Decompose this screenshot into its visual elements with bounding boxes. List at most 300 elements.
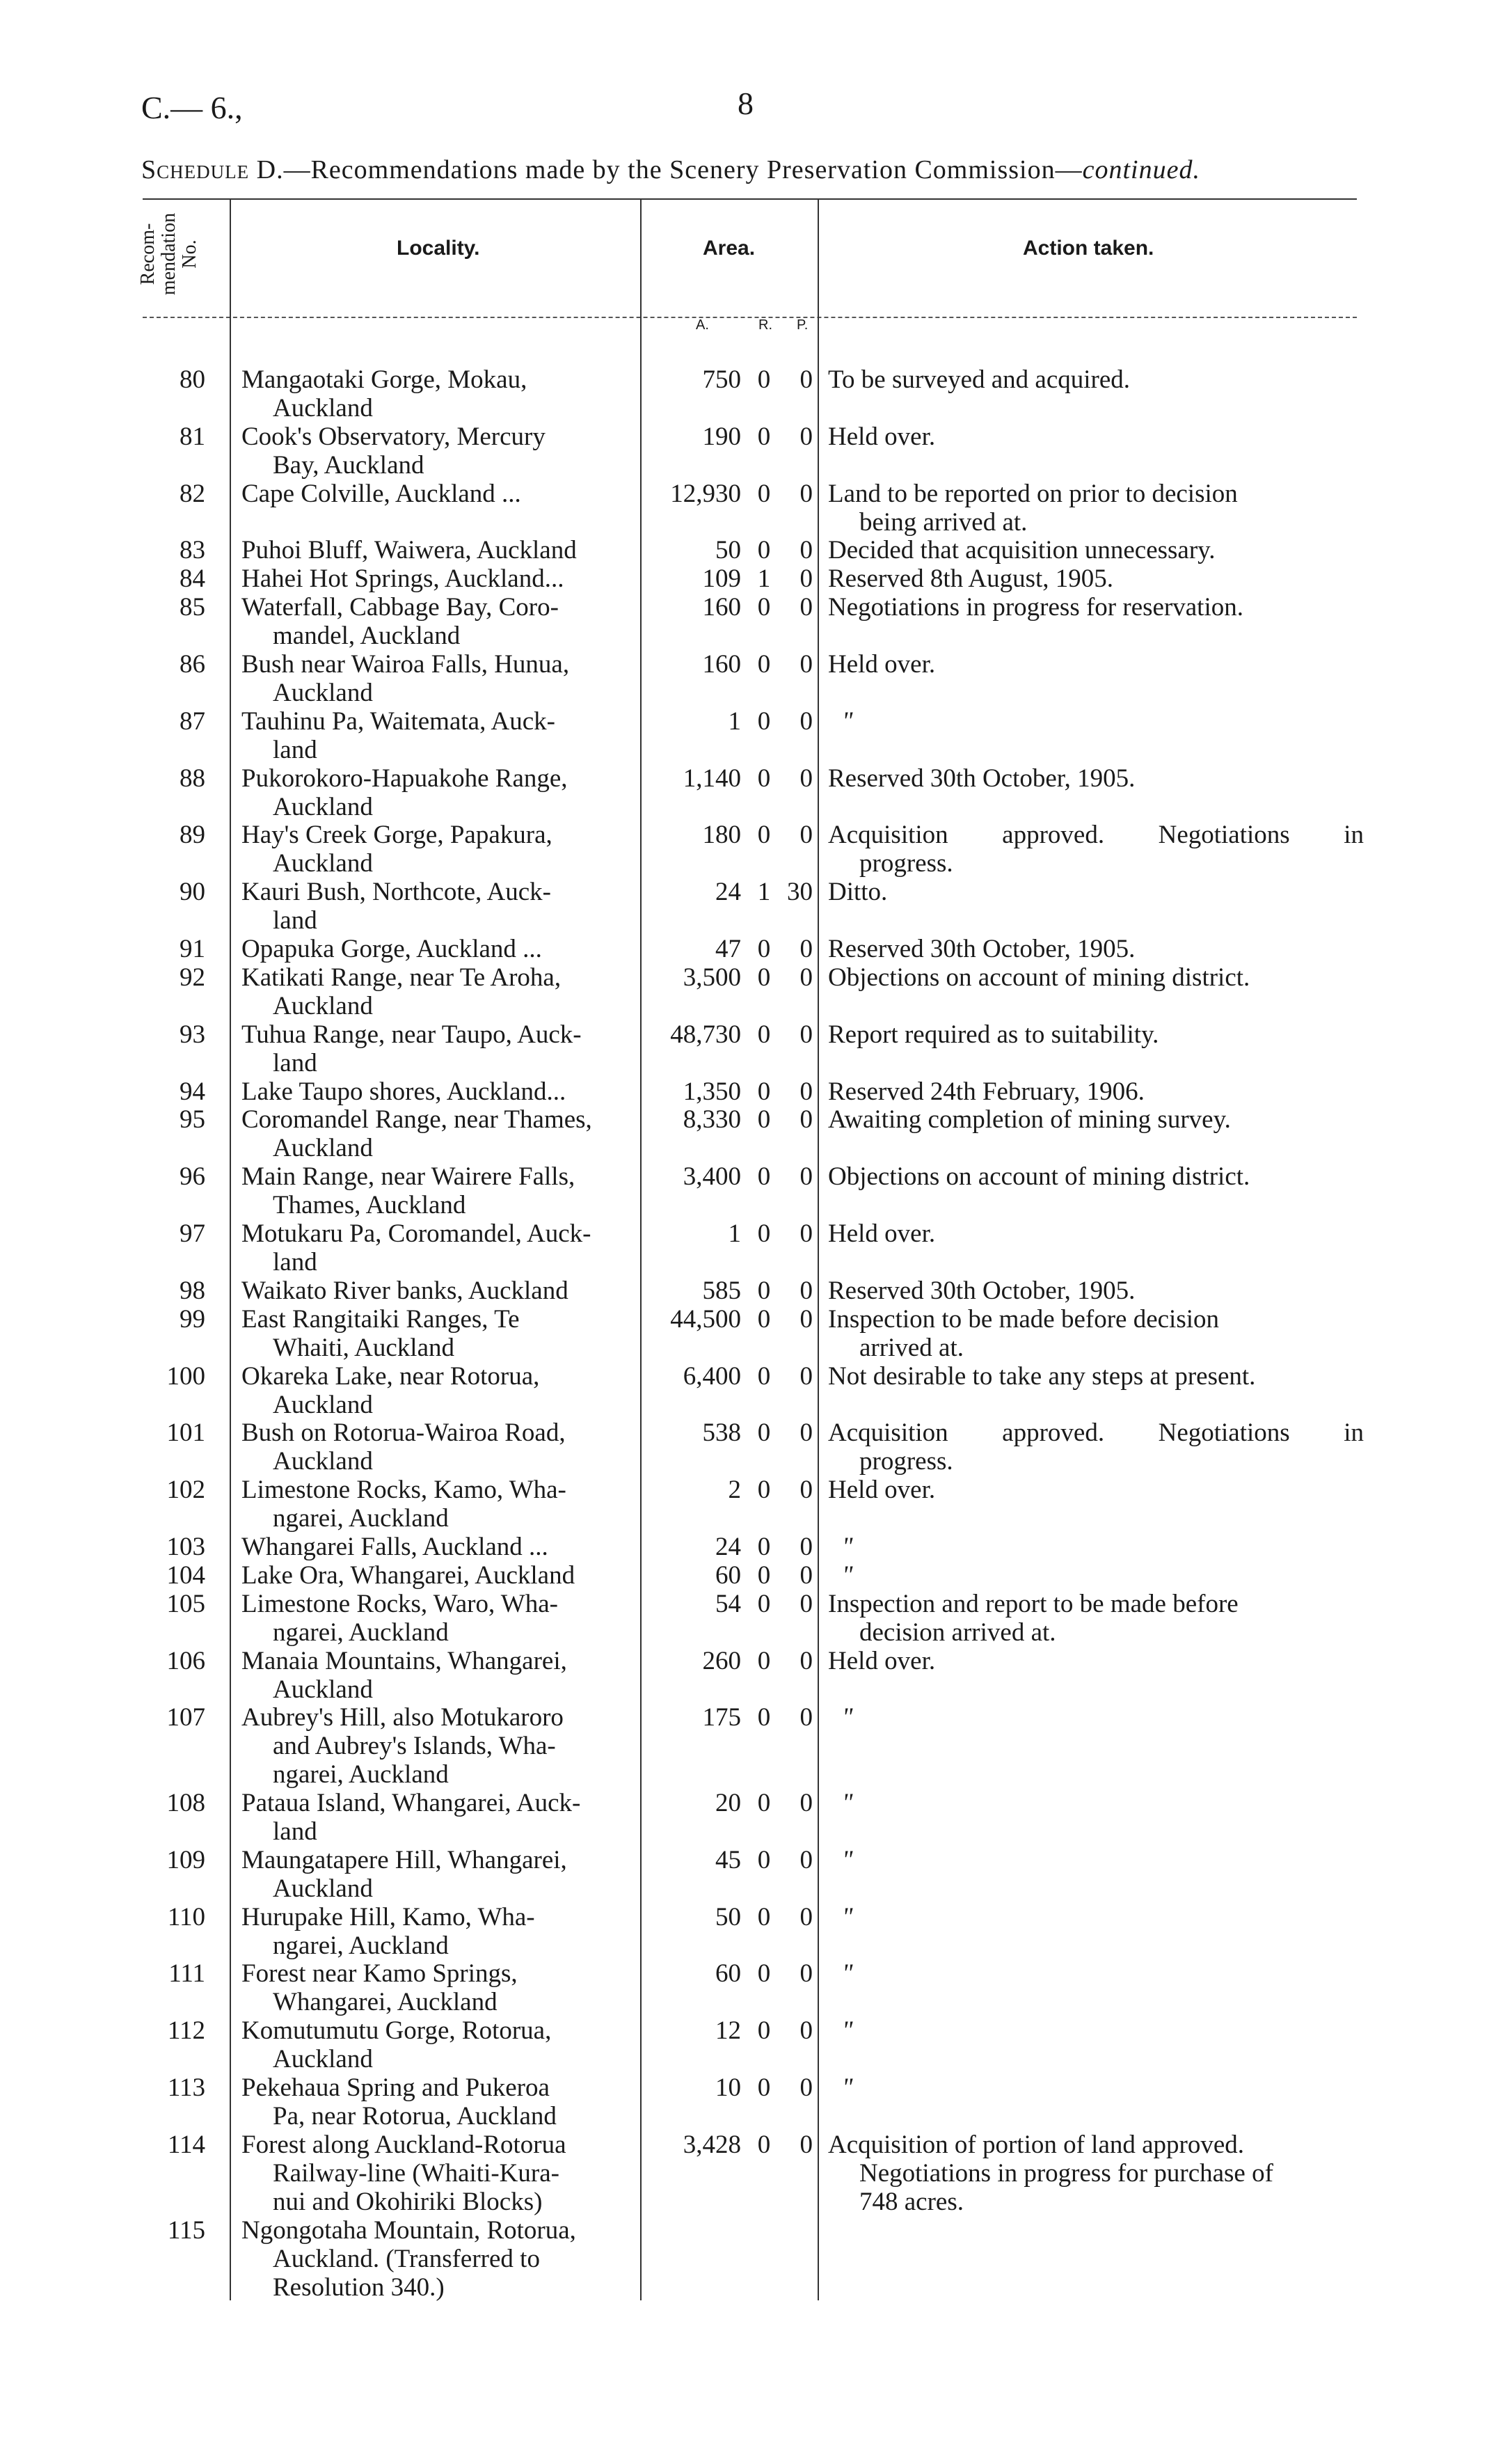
area-perches: 0 xyxy=(799,1589,813,1618)
locality-cell xyxy=(241,422,638,480)
locality-cell xyxy=(241,1219,638,1277)
action-header: Action taken. xyxy=(1023,237,1154,260)
schedule-title xyxy=(141,155,1200,185)
locality-line: Cape Colville, Auckland ... xyxy=(241,479,521,508)
action-line: Held over. xyxy=(828,650,936,679)
recommendation-number: 83 xyxy=(180,536,205,565)
area-acres: 50 xyxy=(715,1902,741,1931)
locality-line: land xyxy=(273,1048,317,1077)
locality-line: Auckland xyxy=(273,2045,373,2074)
action-line: Decided that acquisition unnecessary. xyxy=(828,536,1216,565)
locality-line: Auckland xyxy=(273,849,373,878)
locality-line: Waikato River banks, Auckland xyxy=(241,1276,568,1305)
action-line: arrived at. xyxy=(859,1333,964,1362)
locality-line: Whangarei Falls, Auckland ... xyxy=(241,1532,548,1561)
locality-line: Resolution 340.) xyxy=(273,2273,445,2302)
area-perches: 0 xyxy=(799,536,813,565)
area-perches: 0 xyxy=(799,1646,813,1675)
locality-line: Motukaru Pa, Coromandel, Auck- xyxy=(241,1219,591,1248)
action-line: " xyxy=(842,1532,853,1561)
locality-line: Puhoi Bluff, Waiwera, Auckland xyxy=(241,536,577,565)
locality-line: land xyxy=(273,1817,317,1846)
recommendation-number: 88 xyxy=(180,764,205,793)
action-cell xyxy=(828,1789,1364,1817)
recommendation-number: 92 xyxy=(180,963,205,992)
locality-line: Pataua Island, Whangarei, Auck- xyxy=(241,1789,581,1817)
area-roods: 0 xyxy=(757,821,771,850)
action-line: 748 acres. xyxy=(859,2187,964,2216)
area-acres: 20 xyxy=(715,1789,741,1817)
locality-line: Auckland xyxy=(273,1447,373,1476)
unit-acres: A. xyxy=(696,317,709,333)
unit-roods: R. xyxy=(758,317,772,333)
recommendation-number: 107 xyxy=(166,1703,205,1732)
action-line: Objections on account of mining district. xyxy=(828,963,1250,992)
area-acres: 24 xyxy=(715,1532,741,1561)
action-cell xyxy=(828,1077,1364,1106)
area-roods: 0 xyxy=(757,1532,771,1561)
area-roods: 0 xyxy=(757,593,771,622)
action-cell xyxy=(828,764,1364,793)
column-divider-locality xyxy=(230,198,231,2300)
area-perches: 0 xyxy=(799,1902,813,1931)
locality-line: Aubrey's Hill, also Motukaroro xyxy=(241,1703,564,1732)
recommendation-number: 96 xyxy=(180,1162,205,1192)
action-cell xyxy=(828,1162,1364,1191)
locality-line: land xyxy=(273,906,317,935)
locality-cell xyxy=(241,2016,638,2073)
area-acres: 50 xyxy=(715,536,741,565)
area-perches: 0 xyxy=(799,1361,813,1391)
action-line: " xyxy=(842,1560,853,1590)
recommendation-number: 105 xyxy=(166,1589,205,1618)
area-perches: 0 xyxy=(799,2073,813,2102)
area-perches: 0 xyxy=(799,1077,813,1106)
locality-line: Whangarei, Auckland xyxy=(273,1988,498,2017)
locality-cell xyxy=(241,1590,638,1647)
page-header-code: C.— 6., xyxy=(141,90,243,125)
recommendation-number: 93 xyxy=(180,1020,205,1049)
recommendation-number: 95 xyxy=(180,1105,205,1135)
action-cell xyxy=(828,1903,1364,1931)
locality-line: Forest near Kamo Springs, xyxy=(241,1959,518,1989)
area-perches: 0 xyxy=(799,365,813,394)
area-acres: 260 xyxy=(702,1646,741,1675)
area-perches: 0 xyxy=(799,479,813,508)
area-perches: 0 xyxy=(799,422,813,451)
area-acres: 160 xyxy=(702,593,741,622)
area-roods: 0 xyxy=(757,764,771,793)
action-line: Reserved 24th February, 1906. xyxy=(828,1077,1145,1106)
action-line: Ditto. xyxy=(828,878,888,907)
locality-cell xyxy=(241,1476,638,1533)
area-acres: 180 xyxy=(702,821,741,850)
action-line: Acquisition of portion of land approved. xyxy=(828,2130,1245,2159)
action-line: decision arrived at. xyxy=(859,1618,1056,1647)
locality-cell xyxy=(241,878,638,935)
locality-line: land xyxy=(273,1248,317,1277)
locality-cell xyxy=(241,1903,638,1960)
area-roods: 1 xyxy=(757,878,771,907)
locality-line: Whaiti, Auckland xyxy=(273,1333,454,1362)
locality-line: mandel, Auckland xyxy=(273,622,461,651)
locality-line: Forest along Auckland-Rotorua xyxy=(241,2130,566,2159)
locality-cell xyxy=(241,1789,638,1846)
action-line: Held over. xyxy=(828,1476,936,1505)
area-acres: 6,400 xyxy=(683,1361,741,1391)
locality-cell xyxy=(241,1020,638,1077)
recommendation-number: 108 xyxy=(166,1789,205,1817)
recommendation-number: 82 xyxy=(180,479,205,508)
title-continued: continued. xyxy=(1082,155,1200,184)
action-line: Negotiations in progress for purchase of xyxy=(859,2158,1273,2188)
locality-line: Pukorokoro-Hapuakohe Range, xyxy=(241,764,568,793)
locality-cell xyxy=(241,963,638,1020)
action-line: " xyxy=(842,2016,853,2046)
action-line: Inspection and report to be made before xyxy=(828,1589,1239,1618)
recommendation-number: 110 xyxy=(167,1902,205,1931)
locality-line: Hurupake Hill, Kamo, Wha- xyxy=(241,1902,535,1931)
area-acres: 47 xyxy=(715,935,741,963)
action-line: being arrived at. xyxy=(859,507,1028,537)
locality-cell xyxy=(241,536,638,564)
title-main: D.—Recommendations made by the Scenery Preservation Commission— xyxy=(256,155,1083,184)
action-line: " xyxy=(842,1789,853,1817)
area-perches: 0 xyxy=(799,935,813,963)
action-cell xyxy=(828,1105,1364,1134)
area-acres: 1 xyxy=(728,706,741,736)
locality-line: Main Range, near Wairere Falls, xyxy=(241,1162,575,1192)
locality-line: Limestone Rocks, Waro, Wha- xyxy=(241,1589,558,1618)
locality-line: Bay, Auckland xyxy=(273,450,424,480)
area-roods: 0 xyxy=(757,1077,771,1106)
action-cell xyxy=(828,1277,1364,1305)
action-line: To be surveyed and acquired. xyxy=(828,365,1131,394)
locality-line: Lake Ora, Whangarei, Auckland xyxy=(241,1560,575,1590)
action-cell xyxy=(828,963,1364,992)
locality-cell xyxy=(241,1077,638,1106)
column-divider-area xyxy=(640,198,642,2300)
area-acres: 12,930 xyxy=(670,479,741,508)
locality-cell xyxy=(241,1703,638,1789)
action-line: Acquisition approved. Negotiations in xyxy=(828,1418,1364,1448)
recommendation-number: 90 xyxy=(180,878,205,907)
action-cell xyxy=(828,1219,1364,1248)
area-acres: 175 xyxy=(702,1703,741,1732)
action-cell xyxy=(828,1846,1364,1874)
locality-line: Railway-line (Whaiti-Kura- xyxy=(273,2158,559,2188)
area-perches: 0 xyxy=(799,706,813,736)
area-roods: 0 xyxy=(757,1476,771,1505)
locality-cell xyxy=(241,1533,638,1561)
area-acres: 538 xyxy=(702,1418,741,1448)
top-rule xyxy=(143,198,1357,200)
area-perches: 0 xyxy=(799,821,813,850)
locality-line: and Aubrey's Islands, Wha- xyxy=(273,1732,556,1761)
area-acres: 60 xyxy=(715,1560,741,1590)
area-acres: 45 xyxy=(715,1845,741,1874)
recommendation-number: 84 xyxy=(180,564,205,594)
action-line: Reserved 30th October, 1905. xyxy=(828,935,1136,963)
locality-line: nui and Okohiriki Blocks) xyxy=(273,2187,543,2216)
action-line: Acquisition approved. Negotiations in xyxy=(828,821,1364,850)
locality-line: Auckland xyxy=(273,1134,373,1163)
recommendation-number: 114 xyxy=(167,2130,205,2159)
locality-line: Cook's Observatory, Mercury xyxy=(241,422,546,451)
locality-line: East Rangitaiki Ranges, Te xyxy=(241,1304,520,1334)
area-perches: 0 xyxy=(799,1560,813,1590)
action-cell xyxy=(828,1305,1364,1362)
title-prefix: Schedule xyxy=(141,155,250,184)
locality-line: Auckland xyxy=(273,1874,373,1903)
locality-line: Opapuka Gorge, Auckland ... xyxy=(241,935,542,963)
action-line: progress. xyxy=(859,849,953,878)
action-line: " xyxy=(842,1703,853,1732)
action-cell xyxy=(828,2131,1364,2216)
area-roods: 0 xyxy=(757,1418,771,1448)
recommendation-number: 81 xyxy=(180,422,205,451)
area-acres: 750 xyxy=(702,365,741,394)
recommendation-number: 97 xyxy=(180,1219,205,1248)
area-roods: 0 xyxy=(757,1304,771,1334)
area-acres: 60 xyxy=(715,1959,741,1989)
action-cell xyxy=(828,1590,1364,1647)
area-roods: 0 xyxy=(757,706,771,736)
recommendation-number: 115 xyxy=(167,2215,205,2245)
column-divider-action xyxy=(818,198,819,2300)
locality-line: Auckland xyxy=(273,1390,373,1419)
action-line: Held over. xyxy=(828,1646,936,1675)
area-perches: 0 xyxy=(799,564,813,594)
area-acres: 2 xyxy=(728,1476,741,1505)
locality-line: Auckland xyxy=(273,792,373,821)
locality-cell xyxy=(241,564,638,593)
locality-line: ngarei, Auckland xyxy=(273,1504,449,1533)
recommendation-number: 85 xyxy=(180,593,205,622)
page-number: 8 xyxy=(738,86,754,121)
area-perches: 0 xyxy=(799,2130,813,2159)
locality-line: Pekehaua Spring and Pukeroa xyxy=(241,2073,550,2102)
action-cell xyxy=(828,2016,1364,2045)
locality-cell xyxy=(241,935,638,963)
area-perches: 0 xyxy=(799,1532,813,1561)
action-line: Land to be reported on prior to decision xyxy=(828,479,1238,508)
action-line: progress. xyxy=(859,1447,953,1476)
unit-perches: P. xyxy=(797,317,809,333)
action-cell xyxy=(828,878,1364,906)
area-acres: 54 xyxy=(715,1589,741,1618)
locality-header: Locality. xyxy=(397,237,480,260)
action-line: Reserved 30th October, 1905. xyxy=(828,1276,1136,1305)
recommendation-number: 80 xyxy=(180,365,205,394)
action-cell xyxy=(828,365,1364,394)
header-rule xyxy=(143,317,1357,318)
area-acres: 3,500 xyxy=(683,963,741,992)
action-cell xyxy=(828,707,1364,736)
locality-cell xyxy=(241,2131,638,2216)
recommendation-number: 91 xyxy=(180,935,205,963)
locality-line: Pa, near Rotorua, Auckland xyxy=(273,2102,557,2131)
area-acres: 12 xyxy=(715,2016,741,2046)
area-acres: 3,428 xyxy=(683,2130,741,2159)
area-roods: 1 xyxy=(757,564,771,594)
action-line: Held over. xyxy=(828,1219,936,1248)
locality-line: Kauri Bush, Northcote, Auck- xyxy=(241,878,551,907)
action-cell xyxy=(828,1703,1364,1732)
recommendation-number: 111 xyxy=(168,1959,205,1989)
area-roods: 0 xyxy=(757,1646,771,1675)
area-perches: 0 xyxy=(799,2016,813,2046)
area-perches: 0 xyxy=(799,1020,813,1049)
recommendation-number: 89 xyxy=(180,821,205,850)
area-roods: 0 xyxy=(757,1902,771,1931)
area-perches: 0 xyxy=(799,764,813,793)
action-line: " xyxy=(842,1845,853,1874)
action-line: " xyxy=(842,2073,853,2102)
area-acres: 1 xyxy=(728,1219,741,1248)
area-roods: 0 xyxy=(757,1020,771,1049)
action-cell xyxy=(828,1533,1364,1561)
locality-cell xyxy=(241,1418,638,1476)
locality-cell xyxy=(241,1959,638,2016)
locality-line: Komutumutu Gorge, Rotorua, xyxy=(241,2016,552,2046)
action-cell xyxy=(828,480,1364,537)
recommendation-number: 100 xyxy=(166,1361,205,1391)
locality-cell xyxy=(241,1305,638,1362)
area-perches: 0 xyxy=(799,1276,813,1305)
locality-line: ngarei, Auckland xyxy=(273,1931,449,1960)
locality-cell xyxy=(241,650,638,707)
area-perches: 0 xyxy=(799,1418,813,1448)
locality-line: land xyxy=(273,735,317,764)
locality-line: Hahei Hot Springs, Auckland... xyxy=(241,564,564,594)
recommendation-number: 87 xyxy=(180,706,205,736)
area-roods: 0 xyxy=(757,1105,771,1135)
area-roods: 0 xyxy=(757,650,771,679)
locality-cell xyxy=(241,1362,638,1419)
area-roods: 0 xyxy=(757,536,771,565)
recommendation-number: 104 xyxy=(166,1560,205,1590)
area-roods: 0 xyxy=(757,1845,771,1874)
area-acres: 24 xyxy=(715,878,741,907)
locality-cell xyxy=(241,2216,638,2302)
action-line: Objections on account of mining district. xyxy=(828,1162,1250,1192)
action-line: Report required as to suitability. xyxy=(828,1020,1159,1049)
area-roods: 0 xyxy=(757,1789,771,1817)
area-header: Area. xyxy=(703,237,756,260)
locality-line: Auckland xyxy=(273,679,373,707)
area-perches: 0 xyxy=(799,1845,813,1874)
action-line: " xyxy=(842,706,853,736)
area-roods: 0 xyxy=(757,2073,771,2102)
action-cell xyxy=(828,1476,1364,1504)
action-cell xyxy=(828,422,1364,451)
action-cell xyxy=(828,2073,1364,2102)
area-acres: 3,400 xyxy=(683,1162,741,1192)
locality-line: Coromandel Range, near Thames, xyxy=(241,1105,592,1135)
locality-line: ngarei, Auckland xyxy=(273,1618,449,1647)
action-line: Awaiting completion of mining survey. xyxy=(828,1105,1231,1135)
locality-line: Limestone Rocks, Kamo, Wha- xyxy=(241,1476,566,1505)
locality-cell xyxy=(241,1162,638,1219)
area-roods: 0 xyxy=(757,1162,771,1192)
locality-cell xyxy=(241,1561,638,1590)
area-roods: 0 xyxy=(757,1560,771,1590)
locality-line: Okareka Lake, near Rotorua, xyxy=(241,1361,540,1391)
action-cell xyxy=(828,1561,1364,1590)
area-acres: 109 xyxy=(702,564,741,594)
action-line: Negotiations in progress for reservation. xyxy=(828,593,1243,622)
area-perches: 0 xyxy=(799,593,813,622)
area-perches: 0 xyxy=(799,1304,813,1334)
area-roods: 0 xyxy=(757,422,771,451)
action-line: Not desirable to take any steps at present. xyxy=(828,1361,1256,1391)
recommendation-number: 103 xyxy=(166,1532,205,1561)
area-roods: 0 xyxy=(757,2130,771,2159)
locality-cell xyxy=(241,1647,638,1704)
area-perches: 0 xyxy=(799,1476,813,1505)
recommendation-number-header: Recom- mendation No. xyxy=(137,212,200,296)
action-line: " xyxy=(842,1902,853,1931)
locality-line: Mangaotaki Gorge, Mokau, xyxy=(241,365,527,394)
area-perches: 0 xyxy=(799,1105,813,1135)
area-acres: 10 xyxy=(715,2073,741,2102)
locality-line: Manaia Mountains, Whangarei, xyxy=(241,1646,567,1675)
area-roods: 0 xyxy=(757,479,771,508)
action-line: Reserved 30th October, 1905. xyxy=(828,764,1136,793)
locality-cell xyxy=(241,764,638,821)
area-roods: 0 xyxy=(757,1703,771,1732)
recommendation-number: 101 xyxy=(166,1418,205,1448)
action-line: Reserved 8th August, 1905. xyxy=(828,564,1114,594)
action-cell xyxy=(828,1647,1364,1675)
area-acres: 44,500 xyxy=(670,1304,741,1334)
area-perches: 0 xyxy=(799,1219,813,1248)
action-line: " xyxy=(842,1959,853,1989)
action-line: Inspection to be made before decision xyxy=(828,1304,1219,1334)
locality-line: Auckland xyxy=(273,394,373,422)
area-perches: 0 xyxy=(799,1703,813,1732)
area-acres: 585 xyxy=(702,1276,741,1305)
recommendation-number: 99 xyxy=(180,1304,205,1334)
locality-cell xyxy=(241,365,638,422)
area-perches: 30 xyxy=(787,878,813,907)
area-roods: 0 xyxy=(757,1589,771,1618)
action-cell xyxy=(828,1020,1364,1049)
area-perches: 0 xyxy=(799,650,813,679)
locality-line: Auckland xyxy=(273,1675,373,1704)
locality-cell xyxy=(241,2073,638,2131)
area-acres: 1,140 xyxy=(683,764,741,793)
area-acres: 160 xyxy=(702,650,741,679)
action-cell xyxy=(828,593,1364,622)
area-acres: 8,330 xyxy=(683,1105,741,1135)
locality-cell xyxy=(241,593,638,650)
area-roods: 0 xyxy=(757,2016,771,2046)
recommendation-number: 94 xyxy=(180,1077,205,1106)
action-cell xyxy=(828,1959,1364,1988)
locality-line: Waterfall, Cabbage Bay, Coro- xyxy=(241,593,559,622)
locality-line: Ngongotaha Mountain, Rotorua, xyxy=(241,2215,576,2245)
area-roods: 0 xyxy=(757,1276,771,1305)
recommendation-number: 102 xyxy=(166,1476,205,1505)
locality-cell xyxy=(241,1846,638,1903)
area-acres: 190 xyxy=(702,422,741,451)
locality-line: Hay's Creek Gorge, Papakura, xyxy=(241,821,552,850)
locality-line: Auckland xyxy=(273,991,373,1020)
locality-line: Thames, Auckland xyxy=(273,1191,466,1220)
action-cell xyxy=(828,536,1364,564)
